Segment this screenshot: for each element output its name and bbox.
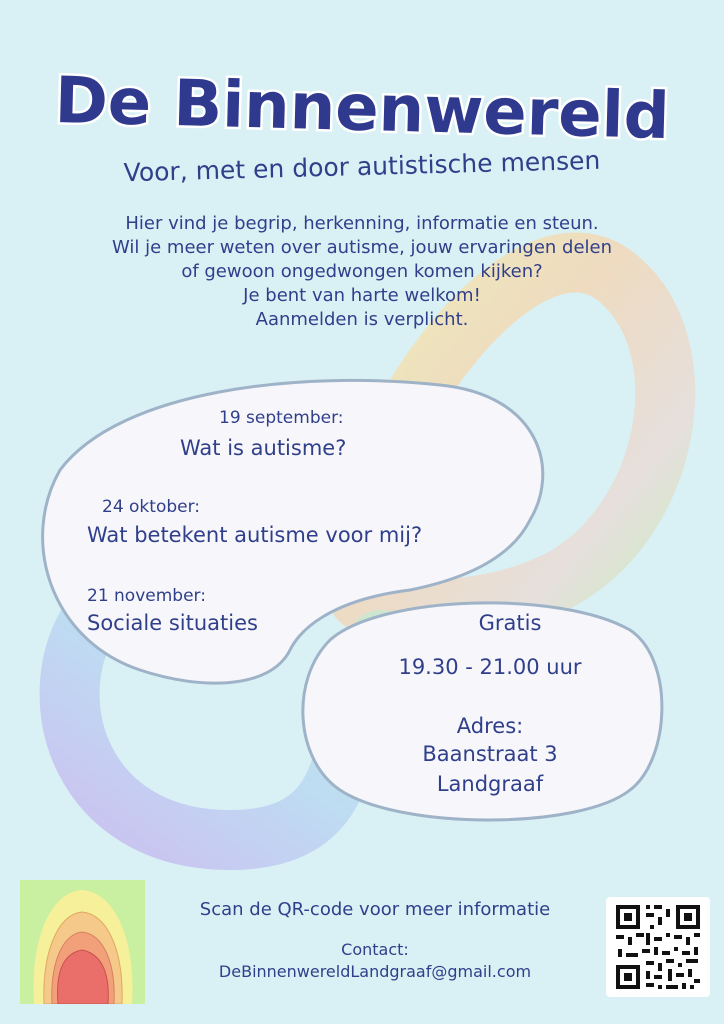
session-date: 19 september: (219, 408, 344, 428)
session-topic: Sociale situaties (87, 611, 258, 635)
qr-code-icon (606, 897, 710, 997)
subtitle: Voor, met en door autistische mensen (123, 145, 601, 188)
time-label: 19.30 - 21.00 uur (398, 655, 582, 679)
intro-line: Hier vind je begrip, herkenning, informatie en steun. (125, 213, 599, 234)
qr-code[interactable] (606, 897, 710, 997)
intro-line: of gewoon ongedwongen komen kijken? (181, 261, 543, 282)
title-text: De Binnenwereld (53, 63, 671, 155)
address-city: Landgraaf (436, 772, 544, 796)
logo-svg (20, 880, 145, 1004)
intro-line: Je bent van harte welkom! (243, 285, 481, 306)
session-topic: Wat betekent autisme voor mij? (87, 523, 423, 547)
price-label: Gratis (478, 611, 542, 635)
session-date: 24 oktober: (102, 497, 201, 517)
contact-email[interactable]: DeBinnenwereldLandgraaf@gmail.com (218, 962, 532, 981)
logo (20, 880, 145, 1004)
intro-text (40, 212, 684, 332)
scan-text: Scan de QR-code voor meer informatie (199, 899, 551, 920)
session-date: 21 november: (87, 586, 206, 606)
intro-line: Aanmelden is verplicht. (255, 309, 469, 330)
contact-label: Contact: (341, 940, 409, 959)
address-street: Baanstraat 3 (422, 742, 558, 766)
intro-line: Wil je meer weten over autisme, jouw ervaringen delen (111, 237, 613, 258)
session-topic: Wat is autisme? (180, 436, 347, 460)
address-label: Adres: (456, 714, 524, 738)
